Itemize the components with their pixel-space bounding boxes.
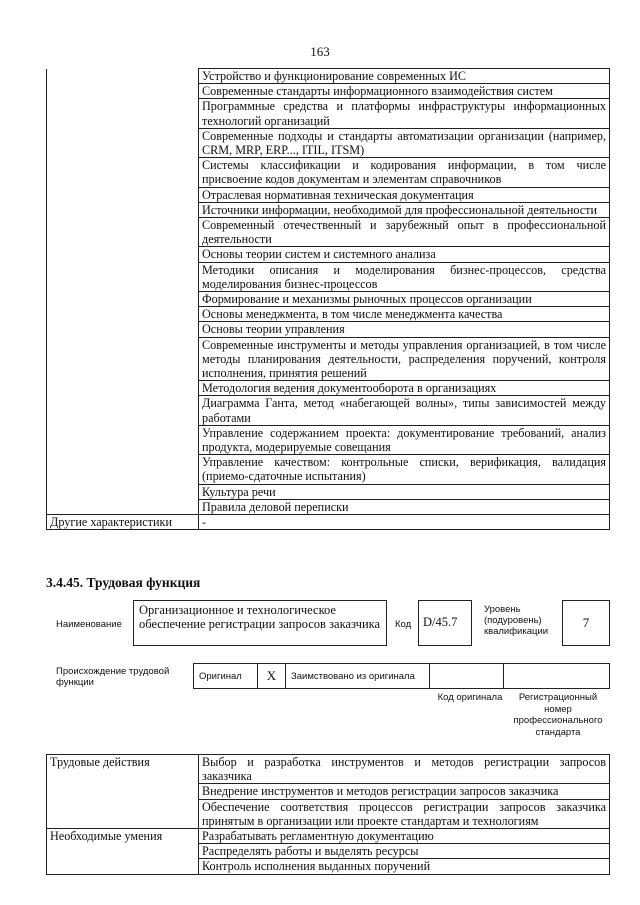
borrowed-cell: Заимствовано из оригинала	[286, 664, 430, 688]
skills-row	[47, 844, 610, 859]
actions-item: Внедрение инструментов и методов регистрации запросов заказчика	[199, 784, 610, 799]
knowledge-row	[47, 322, 610, 337]
knowledge-row	[47, 396, 610, 425]
knowledge-label-cell	[47, 455, 199, 484]
other-value: -	[199, 515, 610, 530]
section-title: 3.4.45. Трудовая функция	[46, 575, 201, 590]
knowledge-item: Современные стандарты информационного взаимодействия систем	[199, 84, 610, 99]
knowledge-label-cell	[47, 262, 199, 291]
knowledge-label-cell	[47, 69, 199, 84]
knowledge-label-cell	[47, 247, 199, 262]
knowledge-label-cell	[47, 292, 199, 307]
knowledge-label-cell	[47, 337, 199, 381]
skills-item: Контроль исполнения выданных поручений	[199, 859, 610, 874]
skills-row	[47, 859, 610, 874]
knowledge-item: Системы классификации и кодирования информации, в том числе присвоение кодов документам и элементам справочников	[199, 158, 610, 187]
knowledge-row	[47, 292, 610, 307]
knowledge-label-cell	[47, 322, 199, 337]
knowledge-item: Основы теории управления	[199, 322, 610, 337]
knowledge-item: Формирование и механизмы рыночных процессов организации	[199, 292, 610, 307]
code-label: Код	[395, 619, 412, 630]
original-mark: X	[258, 664, 286, 688]
knowledge-item: Правила деловой переписки	[199, 499, 610, 514]
knowledge-label-cell	[47, 187, 199, 202]
knowledge-item: Управление содержанием проекта: документирование требований, анализ продукта, модерируемые совещания	[199, 425, 610, 454]
knowledge-row	[47, 425, 610, 454]
knowledge-row	[47, 69, 610, 84]
page-number: 163	[310, 44, 330, 59]
knowledge-item: Методики описания и моделирования бизнес-процессов, средства моделирования бизнес-процессов	[199, 262, 610, 291]
origin-row	[193, 663, 610, 689]
skills-label: Необходимые умения	[47, 829, 199, 844]
other-row	[47, 515, 610, 530]
knowledge-row	[47, 381, 610, 396]
actions-label-cont	[47, 799, 199, 828]
actions-row	[47, 784, 610, 799]
skills-label-cont	[47, 844, 199, 859]
knowledge-row	[47, 337, 610, 381]
knowledge-item: Методология ведения документооборота в организациях	[199, 381, 610, 396]
knowledge-item: Источники информации, необходимой для профессиональной деятельности	[199, 202, 610, 217]
original-code-label: Код оригинала	[437, 692, 503, 703]
actions-row	[47, 799, 610, 828]
knowledge-label-cell	[47, 84, 199, 99]
reg-number-cell	[504, 664, 609, 688]
knowledge-row	[47, 455, 610, 484]
skills-item: Распределять работы и выделять ресурсы	[199, 844, 610, 859]
knowledge-row	[47, 158, 610, 187]
name-label: Наименование	[56, 619, 122, 630]
actions-item: Обеспечение соответствия процессов регистрации запросов заказчика принятым в организации или проекте стандартам и технологиям	[199, 799, 610, 828]
knowledge-label-cell	[47, 128, 199, 157]
knowledge-item: Программные средства и платформы инфраструктуры информационных технологий организаций	[199, 99, 610, 128]
knowledge-label-cell	[47, 381, 199, 396]
knowledge-label-cell	[47, 99, 199, 128]
knowledge-row	[47, 99, 610, 128]
actions-table	[46, 754, 610, 875]
knowledge-table	[46, 68, 610, 530]
skills-row	[47, 829, 610, 844]
knowledge-row	[47, 202, 610, 217]
knowledge-label-cell	[47, 202, 199, 217]
knowledge-row	[47, 218, 610, 247]
actions-row	[47, 755, 610, 784]
knowledge-row	[47, 262, 610, 291]
function-name-box: Организационное и технологическое обеспечение регистрации запросов заказчика	[133, 600, 387, 646]
reg-number-label: Регистрационный номер профессионального стандарта	[513, 692, 603, 738]
knowledge-label-cell	[47, 499, 199, 514]
knowledge-label-cell	[47, 396, 199, 425]
knowledge-row	[47, 187, 610, 202]
knowledge-label-cell	[47, 158, 199, 187]
knowledge-row	[47, 128, 610, 157]
original-code-cell	[430, 664, 504, 688]
knowledge-item: Устройство и функционирование современных ИС	[199, 69, 610, 84]
original-cell: Оригинал	[194, 664, 258, 688]
knowledge-item: Управление качеством: контрольные списки, верификация, валидация (приемо-сдаточные испытания)	[199, 455, 610, 484]
knowledge-label-cell	[47, 307, 199, 322]
knowledge-item: Основы теории систем и системного анализа	[199, 247, 610, 262]
knowledge-label-cell	[47, 218, 199, 247]
knowledge-item: Современный отечественный и зарубежный опыт в профессиональной деятельности	[199, 218, 610, 247]
skills-label-cont	[47, 859, 199, 874]
qualification-level-box: 7	[562, 600, 610, 646]
function-code-box: D/45.7	[418, 600, 472, 646]
knowledge-label-cell	[47, 425, 199, 454]
knowledge-item: Современные подходы и стандарты автоматизации организации (например, CRM, MRP, ERP..., ITIL, ITSM)	[199, 128, 610, 157]
actions-item: Выбор и разработка инструментов и методов регистрации запросов заказчика	[199, 755, 610, 784]
knowledge-row	[47, 499, 610, 514]
knowledge-label-cell	[47, 484, 199, 499]
knowledge-item: Диаграмма Ганта, метод «набегающей волны», типы зависимостей между работами	[199, 396, 610, 425]
knowledge-row	[47, 247, 610, 262]
actions-label: Трудовые действия	[47, 755, 199, 784]
other-label: Другие характеристики	[47, 515, 199, 530]
skills-item: Разрабатывать регламентную документацию	[199, 829, 610, 844]
knowledge-item: Основы менеджмента, в том числе менеджмента качества	[199, 307, 610, 322]
actions-label-cont	[47, 784, 199, 799]
knowledge-row	[47, 307, 610, 322]
knowledge-item: Отраслевая нормативная техническая документация	[199, 187, 610, 202]
knowledge-row	[47, 484, 610, 499]
knowledge-item: Современные инструменты и методы управления организацией, в том числе методы планирования деятельности, распределения поручений, контроля исполнения, принятия решений	[199, 337, 610, 381]
level-label: Уровень (подуровень) квалификации	[484, 604, 549, 637]
knowledge-row	[47, 84, 610, 99]
knowledge-item: Культура речи	[199, 484, 610, 499]
origin-label: Происхождение трудовой функции	[56, 666, 170, 688]
